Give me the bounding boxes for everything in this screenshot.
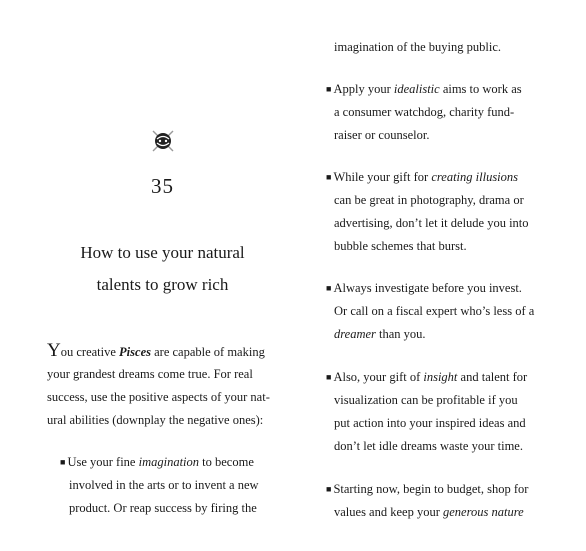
bullet-4-line-1: ■ Always investigate before you invest.	[326, 281, 522, 295]
bullet-5-line-3: put action into your inspired ideas and	[334, 416, 526, 430]
chapter-title-line-2: talents to grow rich	[96, 275, 229, 294]
drop-cap: Y	[47, 340, 61, 361]
bullet-4-line-2: Or call on a fiscal expert who’s less of a	[334, 304, 535, 318]
bullet-3-line-2: can be great in photography, drama or	[334, 193, 524, 207]
bullet-marker: ■	[326, 172, 332, 182]
bullet-6-line-1: ■ Starting now, begin to budget, shop for	[326, 482, 529, 496]
bullet-marker: ■	[326, 484, 332, 494]
bullet-3-line-1: ■ While your gift for creating illusions	[326, 170, 519, 184]
bullet-2-line-2: a consumer watchdog, charity fund-	[334, 105, 515, 119]
intro-line-1: You creative Pisces are capable of making	[47, 340, 265, 361]
bullet-marker: ■	[326, 372, 332, 382]
bullet-6-line-2: values and keep your generous nature	[334, 505, 524, 519]
bullet-5-line-1: ■ Also, your gift of insight and talent for	[326, 370, 528, 384]
bullet-2-line-1: ■ Apply your idealistic aims to work as	[326, 82, 522, 96]
bullet-marker: ■	[60, 457, 66, 467]
bullet-1-line-1: ■ Use your fine imagination to become	[60, 455, 254, 469]
bullet-3-line-4: bubble schemes that burst.	[334, 239, 467, 253]
bullet-4-line-3: dreamer than you.	[334, 327, 426, 341]
page-number: 35	[151, 174, 174, 198]
bullet-1-line-3: product. Or reap success by firing the	[69, 501, 257, 515]
bullet-5-line-2: visualization can be profitable if you	[334, 393, 518, 407]
chapter-title-line-1: How to use your natural	[80, 243, 245, 262]
bullet-marker: ■	[326, 283, 332, 293]
bullet-5-line-4: don’t let idle dreams waste your time.	[334, 439, 523, 453]
bullet-3-line-3: advertising, don’t let it delude you into	[334, 216, 529, 230]
bullet-1-line-2: involved in the arts or to invent a new	[69, 478, 259, 492]
intro-line-3: success, use the positive aspects of your nat-	[47, 390, 270, 404]
pisces-fish-icon	[150, 128, 176, 154]
intro-line-2: your grandest dreams come true. For real	[47, 367, 253, 381]
continued-line: imagination of the buying public.	[334, 40, 501, 54]
bullet-marker: ■	[326, 84, 332, 94]
bullet-2-line-3: raiser or counselor.	[334, 128, 430, 142]
intro-line-4: ural abilities (downplay the negative ones):	[47, 413, 264, 427]
